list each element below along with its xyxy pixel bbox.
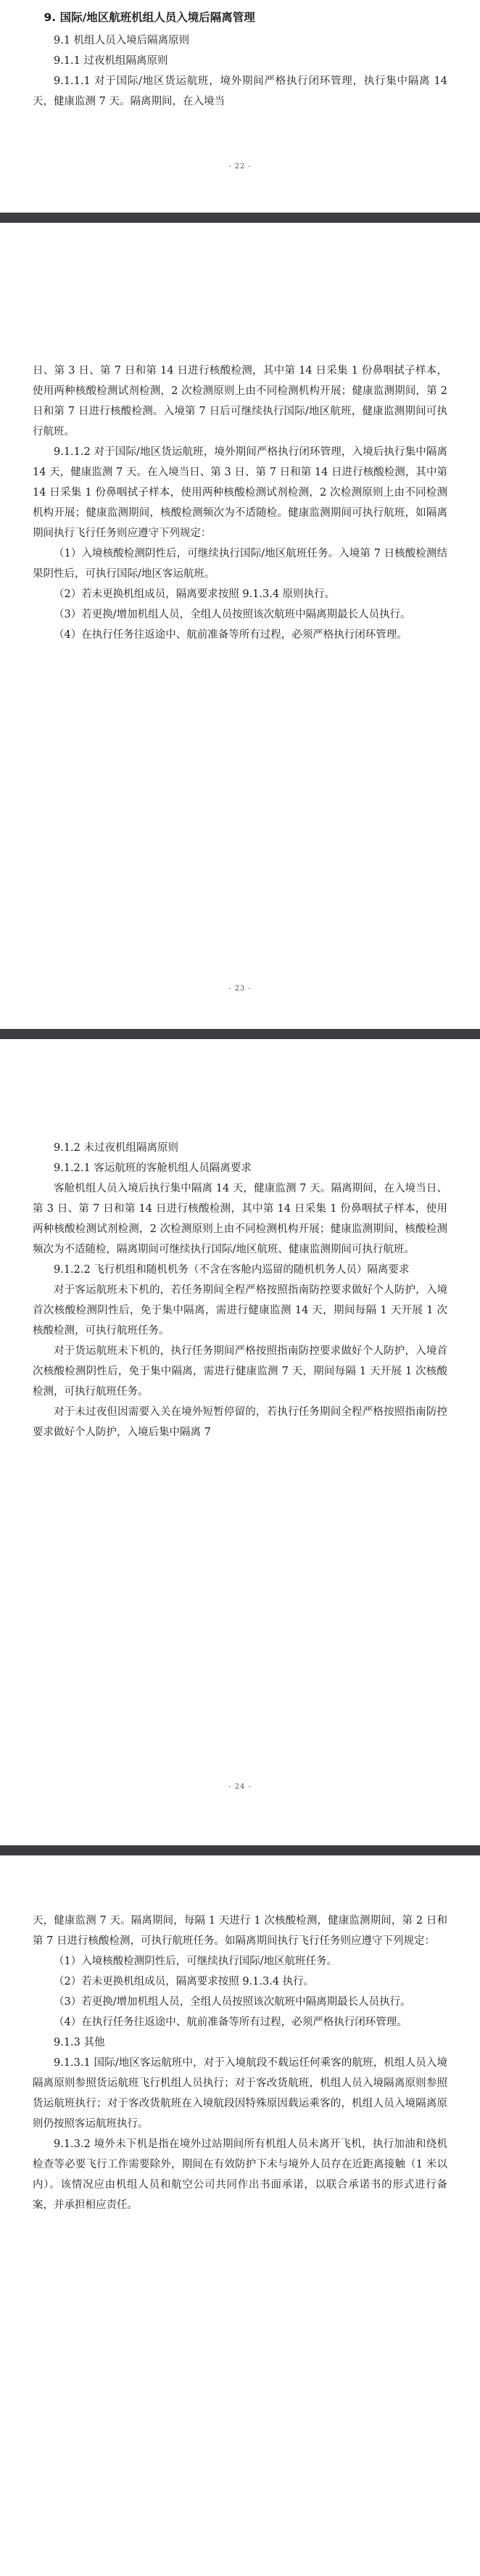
paragraph-passenger-flight: 对于客运航班未下机的，若任务期间全程严格按照指南防控要求做好个人防护，入境首次核酸检测阴性后，免于集中隔离，需进行健康监测 14 天，期间每隔 1 天开展 1 次核酸检测，可执行航班任务。 bbox=[33, 1284, 447, 1337]
paragraph-cargo-flight: 对于货运航班未下机的，执行任务期间严格按照指南防控要求做好个人防护，入境首次核酸检测阴性后，免于集中隔离，需进行健康监测 7 天，期间每隔 1 天开展 1 次核酸检测，可执行航班任务。 bbox=[33, 1345, 447, 1398]
section-heading-9: 9. 国际/地区航班机组人员入境后隔离管理 bbox=[44, 11, 255, 24]
page-24-content bbox=[33, 1138, 447, 1443]
document-page-25 bbox=[0, 1855, 480, 2576]
page-separator bbox=[0, 213, 480, 223]
page-23-content bbox=[33, 361, 447, 645]
paragraph-short-stay: 对于未过夜但因需要入关在境外短暂停留的，若执行任务期间全程严格按照指南防控要求做好个人防护，入境后集中隔离 7 bbox=[33, 1406, 447, 1438]
paragraph-continued: 日、第 3 日、第 7 日和第 14 日进行核酸检测，其中第 14 日采集 1 份鼻咽拭子样本，使用两种核酸检测试剂检测，2 次检测原则上由不同检测机构开展；健康监测期间，第 2 日和第 7 日进行核酸检测。入境第 7 日后可继续执行国际/地区航班，健康监测期间可执行航班。 bbox=[33, 365, 447, 438]
list-item-2: （2）若未更换机组成员，隔离要求按照 9.1.3.4 执行。 bbox=[54, 1976, 315, 1988]
document-page-23 bbox=[0, 223, 480, 1017]
heading-9-1: 9.1 机组人员入境后隔离原则 bbox=[54, 35, 190, 46]
heading-9-1-2-2: 9.1.2.2 飞行机组和随机机务（不含在客舱内巡留的随机机务人员）隔离要求 bbox=[54, 1264, 410, 1276]
page-number: - 23 - bbox=[228, 985, 252, 993]
heading-9-1-1: 9.1.1 过夜机组隔离原则 bbox=[54, 55, 168, 67]
list-item-4: （4）在执行任务往返途中、航前准备等所有过程，必须严格执行闭环管理。 bbox=[54, 629, 407, 641]
heading-9-1-2: 9.1.2 未过夜机组隔离原则 bbox=[54, 1142, 179, 1154]
page-separator bbox=[0, 1029, 480, 1039]
heading-9-1-3: 9.1.3 其他 bbox=[54, 2037, 105, 2048]
document-page-22 bbox=[0, 0, 480, 192]
page-separator bbox=[0, 1845, 480, 1855]
list-item-3: （3）若更换/增加机组人员，全组人员按照该次航班中隔离期最长人员执行。 bbox=[54, 1996, 411, 2008]
page-22-content bbox=[33, 7, 447, 112]
list-item-2: （2）若未更换机组成员，隔离要求按照 9.1.3.4 原则执行。 bbox=[54, 588, 336, 600]
heading-9-1-2-1: 9.1.2.1 客运航班的客舱机组人员隔离要求 bbox=[54, 1162, 252, 1174]
paragraph-9-1-3-1: 9.1.3.1 国际/地区客运航班中，对于入境航段不载运任何乘客的航班，机组人员入境隔离原则参照货运航班飞行机组人员执行；对于客改货航班，机组人员入境隔离原则参照货运航班执行；对于客改货航班在入境航段因特殊原因载运乘客的，机组人员入境隔离原则仍按照客运航班执行。 bbox=[33, 2057, 447, 2130]
paragraph-9-1-1-2: 9.1.1.2 对于国际/地区货运航班，境外期间严格执行闭环管理，入境后执行集中隔离 14 天，健康监测 7 天。在入境当日、第 3 日、第 7 日和第 14 日进行核酸检测，其中第 14 日采集 1 份鼻咽拭子样本，使用两种核酸检测试剂检测，2 次检测原则上由不同检测机构开展；健康监测期间，核酸检测频次为不适随检。健康监测期间可执行航班，如隔离期间执行飞行任务则应遵守下列规定： bbox=[33, 446, 447, 539]
paragraph-continued: 天，健康监测 7 天。隔离期间，每隔 1 天进行 1 次核酸检测，健康监测期间，第 2 日和第 7 日进行核酸检测，可执行航班任务。如隔离期间执行飞行任务则应遵守下列规定： bbox=[33, 1915, 447, 1947]
list-item-1: （1）入境核酸检测阴性后，可继续执行国际/地区航班任务。 bbox=[54, 1956, 338, 1967]
document-page-24 bbox=[0, 1039, 480, 1797]
paragraph-9-1-1-1: 9.1.1.1 对于国际/地区货运航班，境外期间严格执行闭环管理，执行集中隔离 14 天，健康监测 7 天。隔离期间，在入境当 bbox=[33, 75, 447, 107]
list-item-4: （4）在执行任务往返途中、航前准备等所有过程，必须严格执行闭环管理。 bbox=[54, 2017, 407, 2028]
page-25-content bbox=[33, 1911, 447, 2215]
list-item-1: （1）入境核酸检测阴性后，可继续执行国际/地区航班任务。入境第 7 日核酸检测结果阴性后，可执行国际/地区客运航班。 bbox=[33, 548, 447, 580]
list-item-3: （3）若更换/增加机组人员，全组人员按照该次航班中隔离期最长人员执行。 bbox=[54, 609, 411, 620]
page-number: - 22 - bbox=[228, 163, 252, 171]
paragraph-9-1-3-2: 9.1.3.2 境外未下机是指在境外过站期间所有机组人员未离开飞机，执行加油和绕机检查等必要飞行工作需要除外，期间在有效防护下未与境外人员存在近距离接触（1 米以内）。该情况应由机组人员和航空公司共同作出书面承诺，以联合承诺书的形式进行备案，并承担相应责任。 bbox=[33, 2138, 447, 2211]
page-number: - 24 - bbox=[228, 1783, 252, 1791]
paragraph-cabin-crew: 客舱机组人员入境后执行集中隔离 14 天，健康监测 7 天。隔离期间，在入境当日、第 3 日、第 7 日和第 14 日进行核酸检测，其中第 14 日采集 1 份鼻咽拭子样本，使用两种核酸检测试剂检测，2 次检测原则上由不同检测机构开展；健康监测期间，核酸检测频次为不适随检，隔离期间可继续执行国际/地区航班、健康监测期间可执行航班。 bbox=[33, 1183, 447, 1255]
